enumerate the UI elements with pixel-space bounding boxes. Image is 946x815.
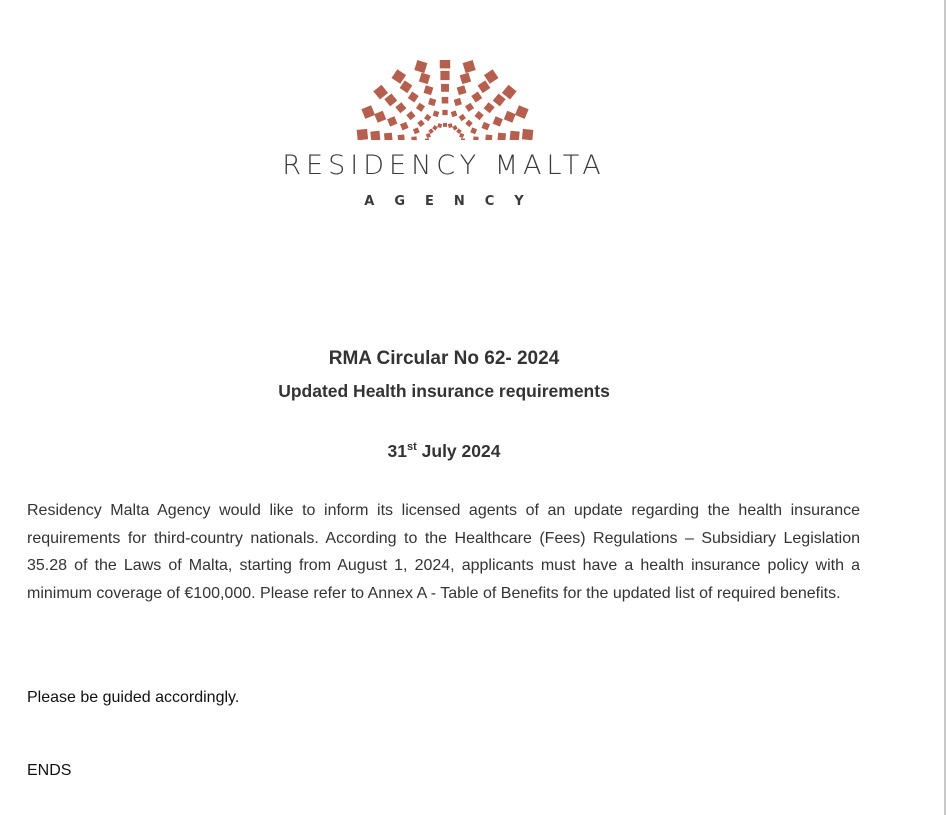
- logo-square: [473, 136, 479, 140]
- logo-square: [398, 134, 405, 140]
- logo-square: [504, 111, 516, 123]
- logo-square: [433, 111, 440, 118]
- circular-number: RMA Circular No 62- 2024: [328, 348, 560, 369]
- logo-square: [454, 98, 462, 106]
- residency-malta-logo-icon: [350, 60, 540, 140]
- circular-date: [0, 441, 888, 462]
- logo-square: [361, 105, 375, 119]
- logo-square: [471, 92, 482, 103]
- logo-square: [406, 111, 415, 120]
- logo-square: [432, 125, 438, 131]
- logo-square: [481, 122, 490, 131]
- date-day: 31: [387, 441, 407, 461]
- logo-square: [452, 125, 458, 131]
- logo-square: [424, 114, 431, 121]
- logo-square: [437, 123, 442, 128]
- logo-square: [484, 69, 499, 84]
- logo-square: [484, 102, 495, 113]
- logo-square: [485, 134, 492, 140]
- logo-square: [425, 138, 429, 140]
- logo-square: [459, 133, 464, 138]
- logo-square: [417, 120, 424, 127]
- logo-square: [463, 60, 476, 73]
- logo-square: [414, 60, 427, 73]
- logo-square: [465, 103, 474, 112]
- logo-square: [400, 122, 409, 131]
- logo-square: [465, 120, 472, 127]
- logo-square: [400, 80, 413, 93]
- date-suffix: st: [407, 441, 417, 454]
- logo-square: [515, 105, 529, 119]
- logo-square: [522, 129, 533, 140]
- logo-square: [470, 127, 477, 134]
- logo-square: [374, 111, 386, 123]
- logo-square: [502, 85, 517, 100]
- logo-square: [461, 138, 465, 140]
- logo-square: [428, 98, 436, 106]
- logo-square: [451, 111, 458, 118]
- closing-line: Please be guided accordingly.: [27, 689, 240, 706]
- logo-square: [459, 114, 466, 121]
- logo-square: [440, 71, 449, 80]
- circular-subject: Updated Health insurance requirements: [278, 381, 610, 401]
- logo-square: [411, 136, 417, 140]
- logo-square: [391, 69, 406, 84]
- logo-square: [478, 80, 491, 93]
- logo-square: [443, 123, 447, 127]
- logo-square: [370, 131, 380, 140]
- date-rest: July 2024: [416, 441, 501, 461]
- logo-square: [408, 92, 419, 103]
- logo-name: RESIDENCY MALTA: [282, 150, 606, 181]
- logo-sub: AGENCY: [364, 194, 544, 209]
- body-paragraph: Residency Malta Agency would like to inform its licensed agents of an update regarding the health insurance requirements for third-country nationals. According to the Healthcare (Fees) Regulations – Subsidiary Legislation 35.28 of the Laws of Malta, starting from August 1, 2024, applicants must have a health insurance policy with a minimum coverage of €100,000. Please refer to Annex A - Table of Benefits for the updated list of required benefits.: [27, 502, 860, 602]
- logo-square: [395, 102, 406, 113]
- logo-square: [384, 133, 393, 140]
- logo-square: [442, 110, 447, 115]
- logo-square: [413, 127, 420, 134]
- logo-square: [460, 73, 471, 84]
- logo-square: [384, 93, 397, 106]
- logo-square: [497, 133, 506, 140]
- ends-line: ENDS: [27, 762, 72, 779]
- logo-square: [457, 85, 467, 95]
- logo-square: [387, 116, 397, 126]
- logo-square: [419, 73, 430, 84]
- logo-square: [440, 60, 451, 68]
- logo-square: [423, 85, 433, 95]
- logo-square: [474, 111, 483, 120]
- logo-square: [493, 116, 503, 126]
- logo-square: [441, 84, 449, 92]
- logo-square: [442, 97, 449, 104]
- logo-square: [448, 123, 453, 128]
- logo-square: [426, 133, 431, 138]
- logo-square: [510, 131, 520, 140]
- logo-square: [357, 129, 368, 140]
- logo-square: [493, 93, 506, 106]
- logo-square: [416, 103, 425, 112]
- logo-square: [373, 85, 388, 100]
